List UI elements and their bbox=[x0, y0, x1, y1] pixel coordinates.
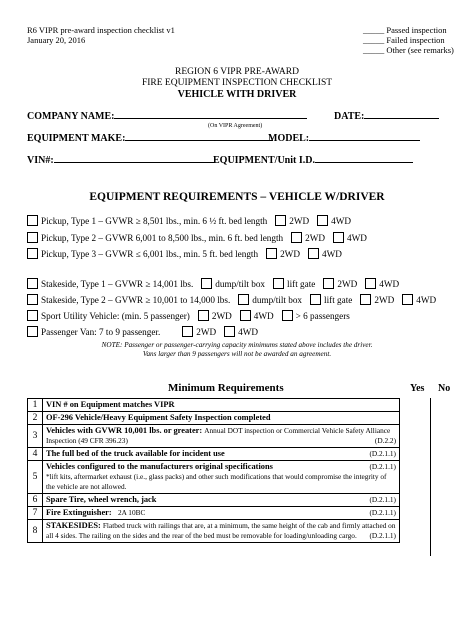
pickup-type-1-checkbox[interactable] bbox=[27, 215, 38, 226]
table-row bbox=[28, 412, 400, 425]
row-number: 2 bbox=[28, 412, 43, 425]
row-title: VIN # on Equipment matches VIPR bbox=[43, 399, 400, 412]
equipment-make-field[interactable]: EQUIPMENT MAKE: bbox=[27, 133, 273, 144]
van-4wd-checkbox[interactable] bbox=[224, 326, 235, 337]
row-content: Vehicles with GVWR 10,001 lbs. or greater: Annual DOT inspection or Commercial Vehicle Safety Alliance Inspection (49 CFR 396.23) (D.2.2) bbox=[43, 425, 400, 448]
stakeside-type-1-4wd-checkbox[interactable] bbox=[365, 278, 376, 289]
legend-passed: _____ Passed inspection bbox=[363, 25, 447, 35]
van-2wd-checkbox[interactable] bbox=[182, 326, 193, 337]
suv-checkbox[interactable] bbox=[27, 310, 38, 321]
legend-failed: _____ Failed inspection bbox=[363, 35, 445, 45]
yes-no-divider bbox=[430, 398, 431, 556]
pickup-type-3-2wd-checkbox[interactable] bbox=[266, 248, 277, 259]
minimum-requirements-table bbox=[27, 398, 400, 543]
row-title: OF-296 Vehicle/Heavy Equipment Safety Inspection completed bbox=[43, 412, 400, 425]
company-name-field[interactable]: COMPANY NAME: bbox=[27, 111, 307, 122]
pickup-type-2-checkbox[interactable] bbox=[27, 232, 38, 243]
stakeside-type-1-dump-checkbox[interactable] bbox=[201, 278, 212, 289]
pickup-type-3-row: Pickup, Type 3 – GVWR ≤ 6,001 lbs., min. 5 ft. bed length 2WD 4WD bbox=[27, 248, 342, 260]
row-content: The full bed of the truck available for incident use (D.2.1.1) bbox=[43, 448, 400, 461]
table-row bbox=[28, 520, 400, 543]
model-field[interactable]: MODEL: bbox=[268, 133, 420, 144]
title-line-2: FIRE EQUIPMENT INSPECTION CHECKLIST bbox=[141, 78, 333, 88]
stakeside-type-2-4wd-checkbox[interactable] bbox=[402, 294, 413, 305]
van-row: Passenger Van: 7 to 9 passenger. 2WD 4WD bbox=[27, 326, 258, 338]
no-column-header: No bbox=[438, 383, 451, 394]
row-content: Spare Tire, wheel wrench, jack (D.2.1.1) bbox=[43, 494, 400, 507]
row-number: 7 bbox=[28, 507, 43, 520]
pickup-type-2-row: Pickup, Type 2 – GVWR 6,001 to 8,500 lbs., min. 6 ft. bed length 2WD 4WD bbox=[27, 232, 367, 244]
legend-other: _____ Other (see remarks) bbox=[363, 45, 454, 55]
requirements-heading: EQUIPMENT REQUIREMENTS – VEHICLE W/DRIVER bbox=[89, 191, 385, 203]
note-capacity: NOTE: Passenger or passenger-carrying capacity minimums stated above includes the driver. bbox=[101, 341, 373, 349]
stakeside-type-2-dump-checkbox[interactable] bbox=[238, 294, 249, 305]
stakeside-type-2-checkbox[interactable] bbox=[27, 294, 38, 305]
pickup-type-3-4wd-checkbox[interactable] bbox=[308, 248, 319, 259]
row-number: 8 bbox=[28, 520, 43, 543]
row-number: 4 bbox=[28, 448, 43, 461]
yes-column-header: Yes bbox=[410, 383, 425, 394]
table-row bbox=[28, 425, 400, 448]
suv-2wd-checkbox[interactable] bbox=[198, 310, 209, 321]
table-row bbox=[28, 448, 400, 461]
title-line-1: REGION 6 VIPR PRE-AWARD bbox=[175, 67, 299, 77]
table-row bbox=[28, 507, 400, 520]
row-content: Vehicles configured to the manufacturers original specifications (D.2.1.1) *lift kits, aftermarket exhaust (i.e., glass packs) and other such modifications that would compromise the integrity of the vehicle are not allowed. bbox=[43, 461, 400, 494]
company-name-hint: (On VIPR Agreement) bbox=[208, 123, 263, 129]
pickup-type-2-2wd-checkbox[interactable] bbox=[291, 232, 302, 243]
minimum-heading: Minimum Requirements bbox=[168, 382, 284, 394]
form-id: R6 VIPR pre-award inspection checklist v1 bbox=[27, 25, 175, 35]
table-row bbox=[28, 461, 400, 494]
stakeside-type-1-liftgate-checkbox[interactable] bbox=[273, 278, 284, 289]
stakeside-type-2-liftgate-checkbox[interactable] bbox=[310, 294, 321, 305]
pickup-type-3-checkbox[interactable] bbox=[27, 248, 38, 259]
suv-6-passenger-checkbox[interactable] bbox=[282, 310, 293, 321]
row-content: STAKESIDES: Flatbed truck with railings that are, at a minimum, the same height of the cab and firmly attached on all 4 sides. The railing on the sides and the rear of the bed must be removable for loading/unloading cargo. (D.2.1.1) bbox=[43, 520, 400, 543]
suv-4wd-checkbox[interactable] bbox=[240, 310, 251, 321]
vin-field[interactable]: VIN#: bbox=[27, 155, 214, 166]
form-date: January 20, 2016 bbox=[27, 35, 86, 45]
date-field[interactable]: DATE: bbox=[334, 111, 439, 122]
van-checkbox[interactable] bbox=[27, 326, 38, 337]
stakeside-type-1-row: Stakeside, Type 1 – GVWR ≥ 14,001 lbs. dump/tilt box lift gate 2WD 4WD bbox=[27, 278, 399, 290]
table-row bbox=[28, 494, 400, 507]
stakeside-type-2-row: Stakeside, Type 2 – GVWR ≥ 10,001 to 14,000 lbs. dump/tilt box lift gate 2WD 4WD bbox=[27, 294, 436, 306]
table-row bbox=[28, 399, 400, 412]
row-number: 6 bbox=[28, 494, 43, 507]
row-content: Fire Extinguisher: 2A 10BC (D.2.1.1) bbox=[43, 507, 400, 520]
row-number: 3 bbox=[28, 425, 43, 448]
pickup-type-1-2wd-checkbox[interactable] bbox=[275, 215, 286, 226]
row-number: 1 bbox=[28, 399, 43, 412]
pickup-type-1-4wd-checkbox[interactable] bbox=[317, 215, 328, 226]
suv-row: Sport Utility Vehicle: (min. 5 passenger) 2WD 4WD > 6 passengers bbox=[27, 310, 350, 322]
stakeside-type-2-2wd-checkbox[interactable] bbox=[360, 294, 371, 305]
title-line-3: VEHICLE WITH DRIVER bbox=[177, 89, 297, 100]
stakeside-type-1-checkbox[interactable] bbox=[27, 278, 38, 289]
unit-id-field[interactable]: EQUIPMENT/Unit I.D. bbox=[213, 155, 413, 166]
pickup-type-2-4wd-checkbox[interactable] bbox=[333, 232, 344, 243]
note-vans: Vans larger than 9 passengers will not be awarded an agreement. bbox=[142, 350, 332, 358]
stakeside-type-1-2wd-checkbox[interactable] bbox=[323, 278, 334, 289]
row-number: 5 bbox=[28, 461, 43, 494]
pickup-type-1-row: Pickup, Type 1 – GVWR ≥ 8,501 lbs., min. 6 ½ ft. bed length 2WD 4WD bbox=[27, 215, 351, 227]
